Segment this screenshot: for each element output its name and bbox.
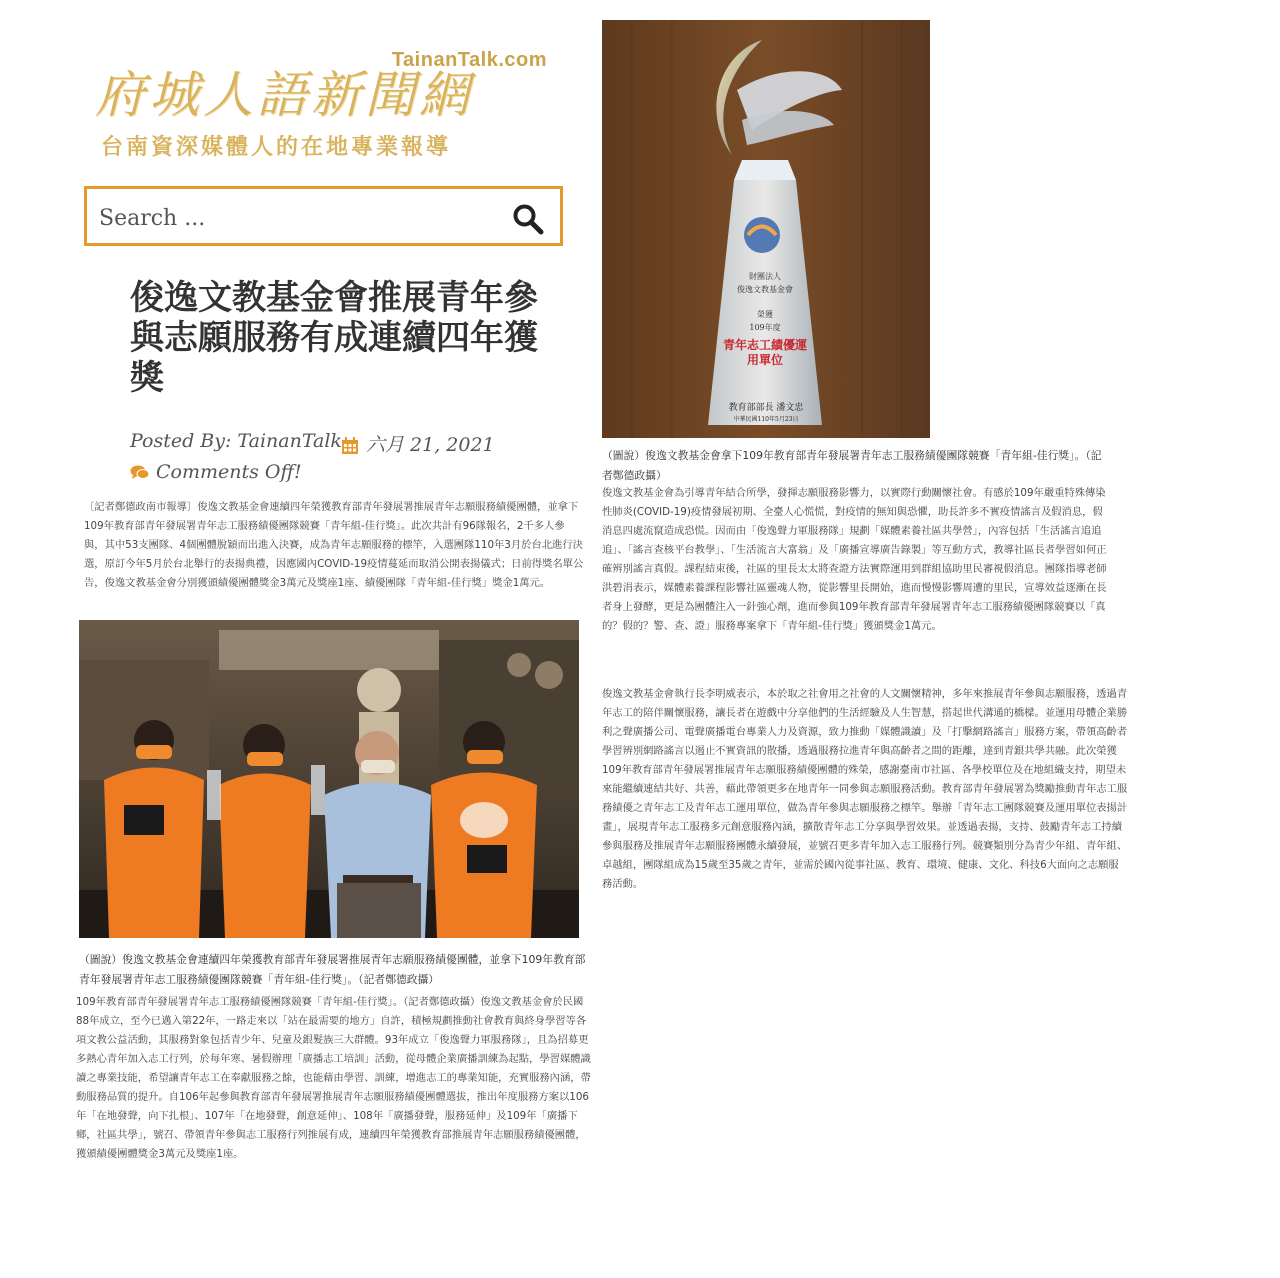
search-icon[interactable] xyxy=(512,203,544,235)
page-title: 俊逸文教基金會推展青年參與志願服務有成連續四年獲獎 xyxy=(130,278,538,398)
posted-by[interactable]: Posted By: TainanTalk xyxy=(130,430,342,452)
comments-status xyxy=(130,461,302,483)
trophy-org-line2: 俊逸文教基金會 xyxy=(737,285,793,294)
trophy-award-red: 青年志工績優運用單位 xyxy=(722,338,807,367)
logo-domain: TainanTalk.com xyxy=(391,49,547,71)
group-photo xyxy=(79,620,579,938)
trophy-org-line1: 財團法人 xyxy=(749,272,781,281)
calendar-icon xyxy=(340,436,360,456)
logo-tagline: 台南資深媒體人的在地專業報導 xyxy=(101,135,452,160)
article-body-3: 俊逸文教基金會執行長李明威表示，本於取之社會用之社會的人文關懷精神，多年來推展青年參與志願服務，透過青年志工的陪伴關懷服務，讓長者在遊戲中分享他們的生活經驗及人生智慧，搭起世代溝通的橋樑。並運用母體企業勝利之聲廣播公司、電聲廣播電台專業人力及資源，致力推動「媒體識讀」及「打擊網路謠言」服務方案，帶領高齡者學習辨別網路謠言以遏止不實資訊的散播，透過服務拉進青年與高齡者之間的距離，達到青銀共學共融。此次榮獲109年教育部青年發展署推展青年志願服務績優團體的殊榮，感謝臺南市社區、各學校單位及在地組織支持，期望未來能繼續連結共好、共善，藉此帶領更多在地青年一同參與志願服務活動。教育部青年發展署為獎勵推動青年志工服務績優之青年志工及青年志工運用單位，做為青年參與志願服務之標竿。舉辦「青年志工團隊競賽及運用單位表揚計畫」，展現青年志工服務多元創意服務內涵，擴散青年志工分享與學習效果。並透過表揚，支持、鼓勵青年志工持續參與服務及推展青年志願服務團體永續發展，並號召更多青年加入志工服務行列。競賽類別分為青少年組、青年組、卓越組，團隊組成為15歲至35歲之青年，並需於國內從事社區、教育、環境、健康、文化、科技6大面向之志願服務活動。 xyxy=(602,688,1128,890)
article-body-2: 俊逸文教基金會為引導青年結合所學，發揮志願服務影響力，以實際行動關懷社會。有感於109年嚴重特殊傳染性肺炎(COVID-19)疫情發展初期、全臺人心慌慌，對疫情的無知與恐懼，助長許多不實疫情謠言及假消息，假消息四處流竄造成恐慌。因而由「俊逸聲力軍服務隊」規劃「媒體素養社區共學營」，內容包括「生活謠言追追追」、「謠言查核平台教學」、「生活流言大富翁」及「廣播宣導廣告錄製」等互動方式，教導社區長者學習如何正確辨別謠言真假。課程結束後，社區的里長太太將查證方法實際運用到群組協助里民審視假消息。團隊指導老師洪碧涓表示，媒體素養課程影響社區靈魂人物，從影響里長開始，進而慢慢影響周遭的里民，宣導效益逐漸在長者身上發酵，更是為團體注入一針強心劑，進而參與109年教育部青年發展署青年志工服務績優團隊競賽以「真的？假的？警、查、證」服務專案拿下「青年組-佳行獎」獲頒獎金1萬元。 xyxy=(602,487,1107,632)
article-body-1: 109年教育部青年發展署青年志工服務績優團隊競賽「青年組-佳行獎」。（記者鄭德政攝）俊逸文教基金會於民國88年成立，至今已邁入第22年，一路走來以「站在最需要的地方」自許，積極規劃推動社會教育與終身學習等各項文教公益活動，其服務對象包括青少年、兒童及銀髮族三大群體。93年成立「俊逸聲力軍服務隊」，且為招募更多熱心青年加入志工行列，於每年寒、暑假辦理「廣播志工培訓」活動，從母體企業廣播訓練為起點，學習媒體識讀之專業技能，希望讓青年志工在奉獻服務之餘，也能藉由學習、訓練，增進志工的專業知能，充實服務內涵，帶動服務品質的提升。自106年起參與教育部青年發展署推展青年志願服務績優團體選拔，推出年度服務方案以106年「在地發聲，向下扎根」、107年「在地發聲，創意延伸」、108年「廣播發聲，服務延伸」及109年「廣播下鄉，社區共學」，號召、帶領青年參與志工服務行列推展有成，連續四年榮獲教育部推展青年志願服務績優團體，獲頒績優團體獎金3萬元及獎座1座。 xyxy=(76,996,591,1160)
trophy-photo xyxy=(602,20,930,438)
comments-text: Comments Off! xyxy=(156,461,302,483)
trophy-award-line1: 榮獲 xyxy=(757,310,773,319)
comments-icon xyxy=(130,464,150,482)
search-input[interactable] xyxy=(97,197,501,239)
article-lead: 〔記者鄭德政南市報導〕俊逸文教基金會連續四年榮獲教育部青年發展署推展青年志願服務績優團體，並拿下109年教育部青年發展署青年志工服務績優團隊競賽「青年組-佳行獎」。此次共計有96隊報名，2千多人參與，其中53支團隊、4個團體脫穎而出進入決賽，成為青年志願服務的標竿，入選團隊110年3月於台北進行決選，原訂今年5月於台北舉行的表揚典禮，因應國內COVID-19疫情蔓延而取消公開表揚儀式；日前得獎名單公告，俊逸文教基金會分別獲頒績優團體獎金3萬元及獎座1座、績優團隊「青年組-佳行獎」獎金1萬元。 xyxy=(84,501,584,589)
trophy-date: 中華民國110年5月23日 xyxy=(733,416,799,423)
logo-name: 府城人語新聞網 xyxy=(95,66,473,124)
photo2-caption: （圖說）俊逸文教基金會拿下109年教育部青年發展署青年志工服務績優團隊競賽「青年組-佳行獎」。（記者鄭德政攝） xyxy=(602,449,1102,482)
post-date[interactable] xyxy=(340,430,495,457)
photo1-caption: （圖說）俊逸文教基金會連續四年榮獲教育部青年發展署推展青年志願服務績優團體，並拿下109年教育部青年發展署青年志工服務績優團隊競賽「青年組-佳行獎」。（記者鄭德政攝） xyxy=(79,953,586,986)
site-logo[interactable] xyxy=(95,45,565,165)
trophy-signer: 教育部部長 潘文忠 xyxy=(728,403,804,413)
trophy-award-line2: 109年度 xyxy=(749,323,781,332)
search-box xyxy=(84,186,563,246)
post-date-text: 六月 21, 2021 xyxy=(366,434,495,456)
